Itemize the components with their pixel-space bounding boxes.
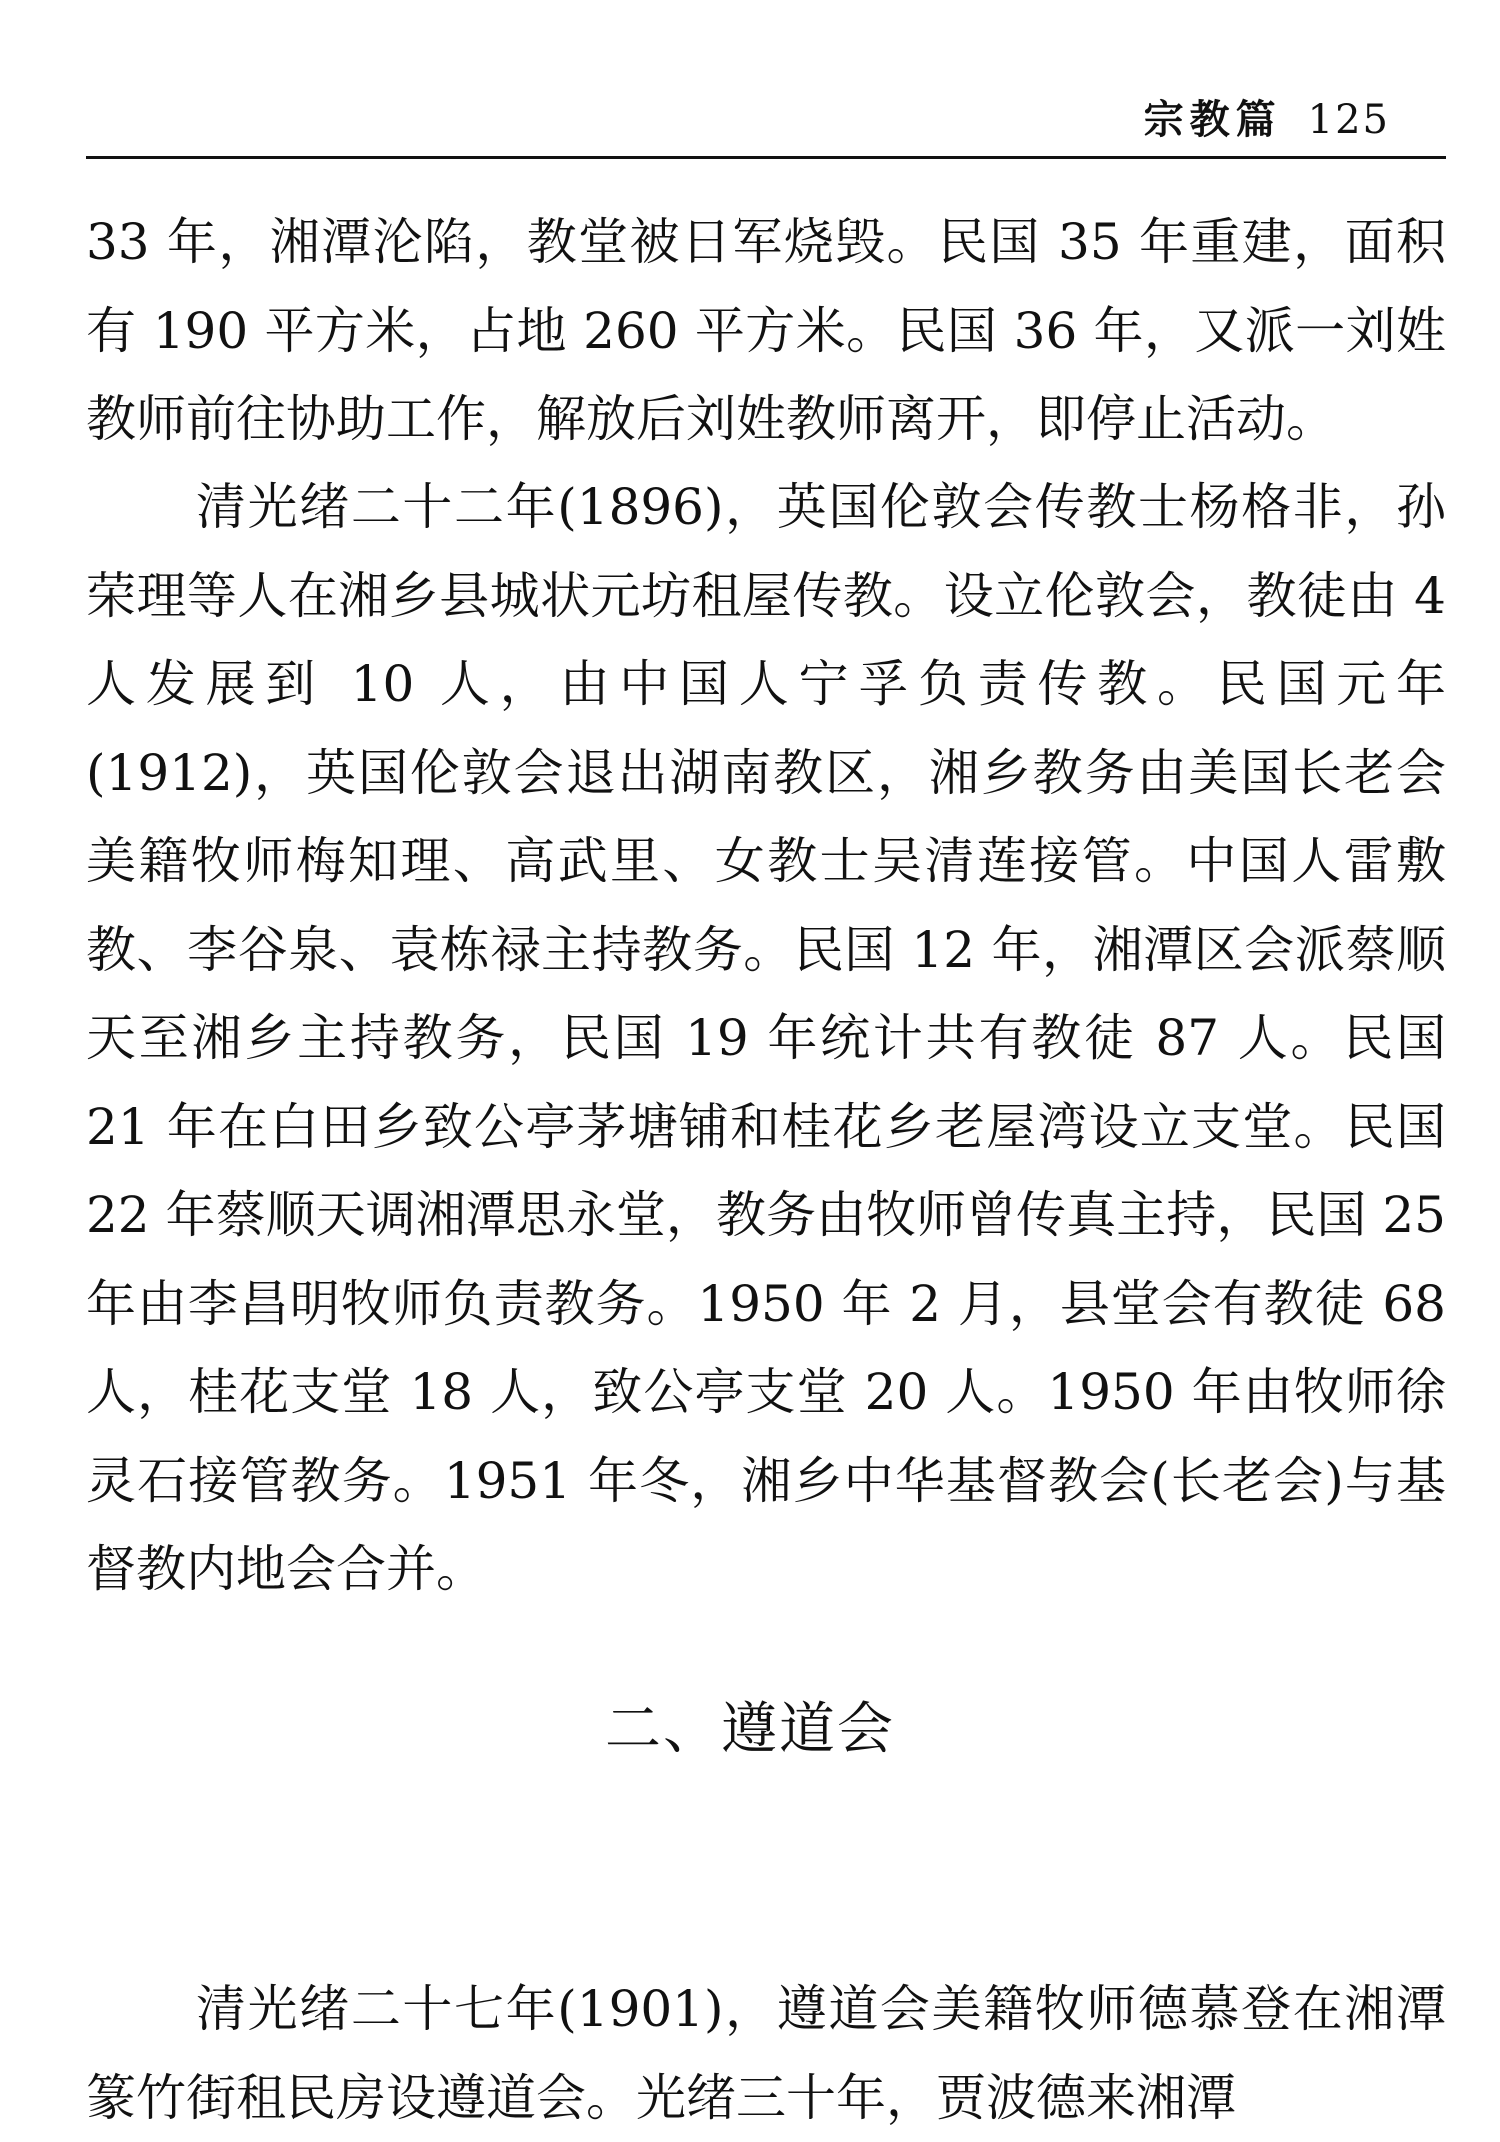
section-heading: 二、遵道会 [605, 1697, 895, 1762]
section-title: 宗教篇 [1143, 96, 1282, 143]
body-paragraph: 33 年，湘潭沦陷，教堂被日军烧毁。民国 35 年重建，面积有 190 平方米，占地 260 平方米。民国 36 年，又派一刘姓教师前往协助工作，解放后刘姓教师离开，即停止活动。 [86, 213, 1446, 448]
body-paragraph: 清光绪二十二年(1896)，英国伦敦会传教士杨格非，孙荣理等人在湘乡县城状元坊租屋传教。设立伦敦会，教徒由 4 人发展到 10 人，由中国人宁孚负责传教。民国元年(1912)，英国伦敦会退出湖南教区，湘乡教务由美国长老会美籍牧师梅知理、高武里、女教士吴清莲接管。中国人雷敷教、李谷泉、袁栋禄主持教务。民国 12 年，湘潭区会派蔡顺天至湘乡主持教务，民国 19 年统计共有教徒 87 人。民国 21 年在白田乡致公亭茅塘铺和桂花乡老屋湾设立支堂。民国 22 年蔡顺天调湘潭思永堂，教务由牧师曾传真主持，民国 25 年由李昌明牧师负责教务。1950 年 2 月，县堂会有教徒 68 人，桂花支堂 18 人，致公亭支堂 20 人。1950 年由牧师徐灵石接管教务。1951 年冬，湘乡中华基督教会(长老会)与基督教内地会合并。 [86, 478, 1446, 1598]
header-rule [86, 156, 1446, 159]
body-paragraph: 清光绪二十七年(1901)，遵道会美籍牧师德慕登在湘潭篆竹街租民房设遵道会。光绪三十年，贾波德来湘潭 [86, 1980, 1446, 2127]
page-number: 125 [1307, 97, 1390, 143]
running-head [1144, 88, 1390, 145]
